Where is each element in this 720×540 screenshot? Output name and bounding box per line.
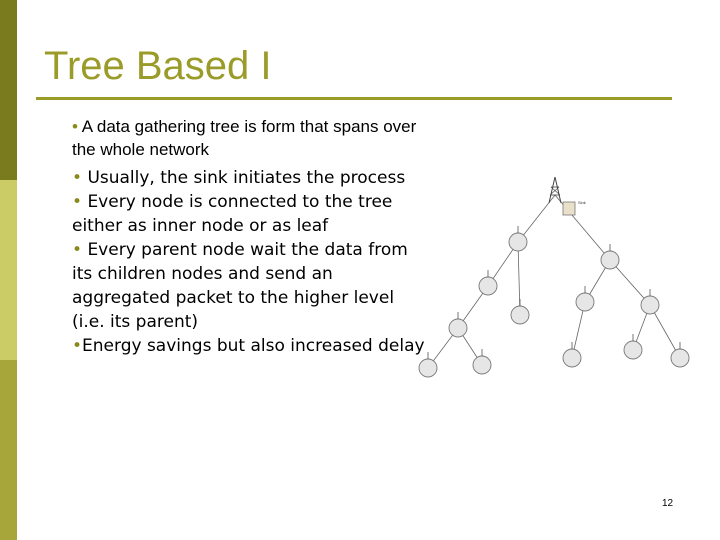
bullet-item	[72, 238, 432, 334]
bullet-item	[72, 334, 432, 358]
sensor-node	[473, 356, 491, 374]
title-underline	[36, 97, 672, 100]
sensor-node	[563, 349, 581, 367]
node-antennas	[428, 226, 680, 359]
sensor-node	[576, 293, 594, 311]
sensor-node	[624, 341, 642, 359]
sensor-node	[419, 359, 437, 377]
sensor-node	[509, 233, 527, 251]
sensor-node	[511, 306, 529, 324]
bullet-text: Usually, the sink initiates the process	[87, 168, 406, 188]
side-accent-bar-middle	[0, 180, 17, 360]
bullet-text: Every parent node wait the data from its children nodes and send an aggregated packet to the higher level (i.e. its parent)	[72, 240, 408, 332]
sink-label: Sink	[578, 200, 586, 205]
bullet-text: A data gathering tree is form that spans over the whole network	[72, 117, 417, 159]
sensor-node	[449, 319, 467, 337]
bullet-item	[72, 115, 432, 161]
slide-title: Tree Based I	[44, 44, 272, 88]
bullet-item	[72, 166, 432, 190]
bullet-item	[72, 190, 432, 238]
bullet-list	[72, 115, 432, 358]
bullet-text: Energy savings but also increased delay	[82, 336, 425, 356]
sensor-node	[641, 296, 659, 314]
bullet-text: Every node is connected to the tree either as inner node or as leaf	[72, 192, 393, 236]
sensor-node	[671, 349, 689, 367]
sensor-node	[601, 251, 619, 269]
side-accent-bar-bottom	[0, 360, 17, 540]
bullet-icon: •	[72, 168, 83, 188]
page-number: 12	[662, 498, 674, 509]
tree-network-diagram	[415, 175, 695, 395]
side-accent-bar-top	[0, 0, 17, 180]
bullet-icon: •	[72, 240, 83, 260]
bullet-icon: •	[72, 117, 78, 136]
bullet-icon: •	[72, 336, 83, 356]
sensor-node	[479, 277, 497, 295]
bullet-icon: •	[72, 192, 83, 212]
tree-edges	[428, 195, 680, 368]
sensor-nodes	[419, 233, 689, 377]
